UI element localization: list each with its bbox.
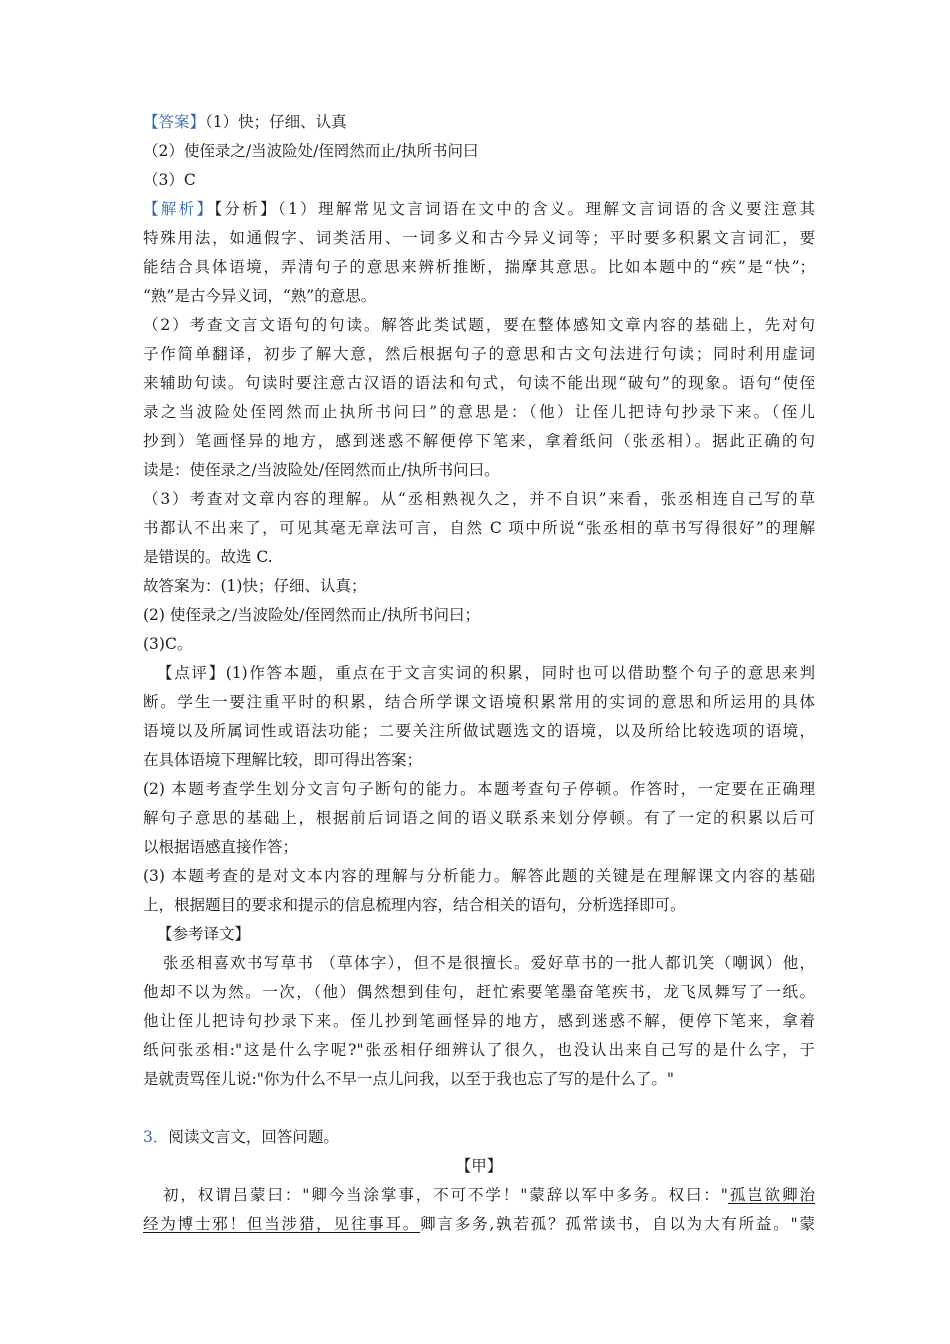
comment-p3-line-2: 上，根据题目的要求和提示的信息梳理内容，结合相关的语句，分析选择即可。 [143, 896, 686, 914]
analysis-p2-line-4: 录之当波险处侄罔然而止执所书问曰”的意思是：（他）让侄儿把诗句抄录下来。（侄儿 [143, 403, 815, 421]
translation-heading: 【参考译文】 [157, 925, 251, 943]
analysis-p2-line-2: 子作简单翻译，初步了解大意，然后根据句子的意思和古文句法进行句读；同时利用虚词 [143, 345, 815, 363]
comment-p1-line-2: 断。学生一要注重平时的积累，结合所学课文语境积累常用的实词的意思和所运用的具体 [143, 693, 815, 711]
summary-line-3: (3)C。 [143, 635, 193, 653]
translation-line-2: 他却不以为然。一次，（他）偶然想到佳句，赶忙索要笔墨奋笔疾书，龙飞凤舞写了一纸。 [143, 983, 815, 1001]
comment-p2-line-2: 解句子意思的基础上，根据前后词语之间的语义联系来划分停顿。有了一定的积累以后可 [143, 809, 815, 827]
analysis-p1-line-1: 【解析】【分析】（1）理解常见文言词语在文中的含义。理解文言词语的含义要注意其 [143, 200, 815, 218]
analysis-p2-line-1: （2）考查文言文语句的句读。解答此类试题，要在整体感知文章内容的基础上，先对句 [143, 316, 815, 334]
underlined-sentence: 孤岂欲卿治 [727, 1186, 815, 1204]
answer-tag: 【答案】 [143, 113, 206, 131]
translation-line-1: 张丞相喜欢书写草书 （草体字），但不是很擅长。爱好草书的一批人都讥笑（嘲讽）他， [163, 954, 815, 972]
question-prompt: 阅读文言文，回答问题。 [168, 1128, 339, 1146]
analysis-p2-line-6: 读是：使侄录之/当波险处/侄罔然而止/执所书问曰。 [143, 461, 500, 479]
comment-p2-line-3: 以根据语感直接作答； [143, 838, 299, 856]
answer-line-1: 【答案】（1）快；仔细、认真 [143, 113, 347, 131]
translation-line-3: 他让侄儿把诗句抄录下来。侄儿抄到笔画怪异的地方，感到迷惑不解，便停下笔来，拿着 [143, 1012, 815, 1030]
comment-p1-line-1: 【点评】(1)作答本题，重点在于文言实词的积累，同时也可以借助整个句子的意思来判 [157, 664, 815, 682]
translation-line-4: 纸问张丞相:"这是什么字呢?"张丞相仔细辨认了很久，也没认出来自己写的是什么字，于 [143, 1041, 815, 1059]
spacer [143, 1094, 815, 1123]
summary-line-1: 故答案为：(1)快；仔细、认真； [143, 577, 367, 595]
answer-line-2: （2）使侄录之/当波险处/侄罔然而止/执所书问曰 [143, 142, 479, 160]
comment-p1-line-4: 在具体语境下理解比较，即可得出答案； [143, 751, 423, 769]
analysis-p3-line-3: 是错误的。故选 C. [143, 548, 273, 566]
comment-p2-line-1: (2) 本题考查学生划分文言句子断句的能力。本题考查句子停顿。作答时，一定要在正确理 [143, 780, 815, 798]
passage-line-2: 经为博士邪！但当涉猎，见往事耳。卿言多务,孰若孤？孤常读书，自以为大有所益。"蒙 [143, 1215, 815, 1233]
question-3-title [143, 1123, 815, 1152]
analysis-p2-line-3: 来辅助句读。句读时要注意古汉语的语法和句式，句读不能出现“破句”的现象。语句“使侄 [143, 374, 815, 392]
analysis-p1-line-2: 特殊用法，如通假字、词类活用、一词多义和古今异义词等；平时要多积累文言词汇，要 [143, 229, 815, 247]
passage-subheading: 【甲】 [455, 1157, 503, 1175]
translation-line-5: 是就责骂侄儿说:"你为什么不早一点儿问我，以至于我也忘了写的是什么了。" [143, 1070, 674, 1088]
question-number: 3． [143, 1128, 169, 1146]
passage-line-1: 初，权谓吕蒙曰："卿今当涂掌事，不可不学！"蒙辞以军中多务。权曰："孤岂欲卿治 [163, 1186, 815, 1204]
analysis-p3-line-2: 书都认不出来了，可见其毫无章法可言，自然 C 项中所说“张丞相的草书写得很好”的理解 [143, 519, 815, 537]
analysis-p1-line-3: 能结合具体语境，弄清句子的意思来辨析推断，揣摩其意思。比如本题中的“疾”是“快”； [143, 258, 815, 276]
underlined-sentence-cont: 经为博士邪！但当涉猎，见往事耳。 [143, 1215, 421, 1233]
analysis-tag: 【解析】 [143, 200, 215, 218]
document-page [143, 108, 815, 1239]
answer-line-3: （3）C [143, 171, 196, 189]
summary-line-2: (2) 使侄录之/当波险处/侄罔然而止/执所书问曰； [143, 606, 481, 624]
comment-p3-line-1: (3) 本题考查的是对文本内容的理解与分析能力。解答此题的关键是在理解课文内容的基础 [143, 867, 815, 885]
analysis-p2-line-5: 抄到）笔画怪异的地方，感到迷惑不解便停下笔来，拿着纸问（张丞相）。据此正确的句 [143, 432, 815, 450]
analysis-p1-line-4: “熟”是古今异义词，“熟”的意思。 [143, 287, 377, 305]
analysis-p3-line-1: （3）考查对文章内容的理解。从“丞相熟视久之，并不自识”来看，张丞相连自己写的草 [143, 490, 815, 508]
comment-p1-line-3: 语境以及所属词性或语法功能；二要关注所做试题选文的语境，以及所给比较选项的语境， [143, 722, 815, 740]
